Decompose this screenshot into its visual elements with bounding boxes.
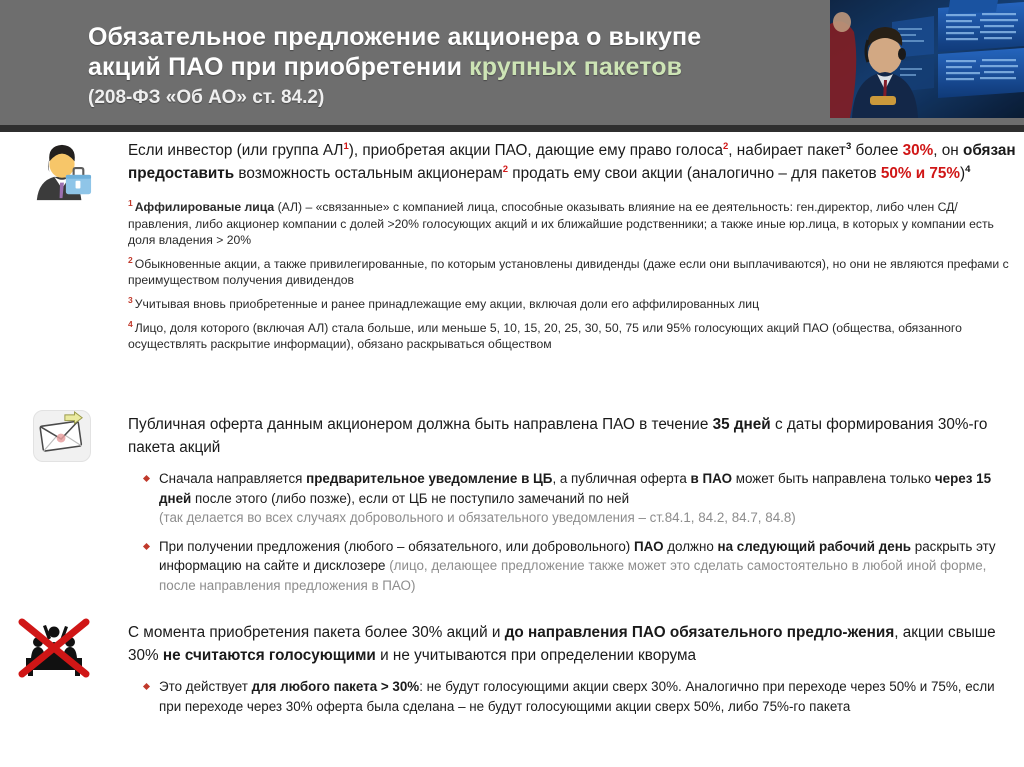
footnote-1-bold: Аффилированые лица bbox=[134, 200, 275, 214]
s1-bold-obligation: обязан предоставить bbox=[128, 142, 1016, 182]
trading-floor-photo bbox=[830, 0, 1024, 118]
s1-t5: , он bbox=[933, 142, 963, 159]
slide-subtitle: (208-ФЗ «Об АО» ст. 84.2) bbox=[88, 87, 325, 108]
slide-title-line-2 bbox=[88, 52, 808, 82]
bullet-prior-notice bbox=[142, 469, 1016, 528]
footnote-3-text: Учитывая вновь приобретенные и ранее принадлежащие ему акции, включая доли его аффилированных лиц bbox=[134, 296, 760, 311]
no-voting-crossed-icon bbox=[6, 614, 102, 685]
header-text-group bbox=[88, 22, 808, 110]
footnote-4-marker: 4 bbox=[128, 318, 133, 329]
s2b1-b3: через 15 дней bbox=[159, 471, 992, 506]
section2-body bbox=[128, 414, 1016, 596]
bullet-next-business-day-disclosure bbox=[142, 537, 1016, 596]
s1-t4: более bbox=[851, 142, 903, 159]
s1-sup5: 4 bbox=[965, 163, 971, 175]
footnote-2 bbox=[128, 256, 1016, 289]
s2b2-t2: должно bbox=[663, 538, 718, 554]
footnote-2-text: Обыкновенные акции, а также привилегированные, по которым установлены дивиденды (даже если они выплачиваются), но они не являются префами с преимуществом получения дивидендов bbox=[128, 256, 1009, 288]
section3-lead bbox=[128, 622, 1016, 667]
s2b1-t4: после этого (либо позже), если от ЦБ не поступило замечаний по ней bbox=[191, 490, 630, 506]
bullet-any-package-over-30 bbox=[142, 677, 1016, 716]
s1-sup2: 2 bbox=[722, 140, 729, 152]
s2b2-t3: раскрыть эту информацию на сайте и дисклозере bbox=[159, 538, 996, 574]
header-divider bbox=[0, 125, 1024, 132]
footnote-2-marker: 2 bbox=[128, 254, 133, 265]
section2-lead bbox=[128, 414, 1016, 459]
s3b1-t2: : не будут голосующими акции сверх 30%. Аналогично при переходе через 50% и 75%, если при переходе через 30% оферта была сделана – не будут голосующими акции сверх 50%, либо 75%-го пакета bbox=[159, 679, 995, 714]
section3-body bbox=[128, 622, 1016, 716]
footnote-1 bbox=[128, 199, 1016, 249]
s3b1-t1: Это действует bbox=[159, 679, 252, 694]
slide-content bbox=[0, 132, 1024, 767]
s3-t3: и не учитываются при определении кворума bbox=[375, 646, 697, 664]
slide-title-accent: крупных пакетов bbox=[469, 53, 683, 81]
slide-title-line-1: Обязательное предложение акционера о выкупе bbox=[88, 23, 702, 51]
section1-body bbox=[128, 140, 1016, 353]
footnote-4 bbox=[128, 320, 1016, 353]
s2b1-t2: , а публичная оферта bbox=[552, 471, 691, 486]
s3-t2: , акции свыше 30% bbox=[128, 624, 996, 664]
s1-sup1: 1 bbox=[343, 140, 349, 152]
s3-b2: не считаются голосующими bbox=[162, 646, 376, 664]
s1-t1: Если инвестор (или группа АЛ bbox=[128, 142, 344, 159]
s3-t1: С момента приобретения пакета более 30% акций и bbox=[128, 624, 505, 641]
s2-t1: Публичная оферта данным акционером должна быть направлена ПАО в течение bbox=[128, 416, 713, 433]
footnote-3-marker: 3 bbox=[128, 294, 133, 305]
s2b2-t1: При получении предложения (любого – обязательного, или добровольного) bbox=[159, 538, 634, 554]
s2-bold-35-days: 35 дней bbox=[712, 416, 771, 433]
section1-lead bbox=[128, 140, 1016, 185]
s1-t8: ) bbox=[959, 164, 966, 182]
s2b1-b1: предварительное уведомление в ЦБ bbox=[306, 471, 553, 486]
s3-b1: до направления ПАО обязательного предло-жения bbox=[504, 624, 895, 641]
s2-t2: с даты формирования 30%-го пакета акций bbox=[128, 416, 988, 456]
s1-sup4: 2 bbox=[502, 163, 509, 175]
section3-bullets bbox=[128, 677, 1016, 716]
section1-footnotes bbox=[128, 199, 1016, 353]
s2b1-muted: (так делается во всех случаях добровольного и обязательного уведомления – ст.84.1, 84.2, 84.7, 84.8) bbox=[159, 510, 796, 526]
footnote-1-text: (АЛ) – «связанные» с компанией лица, способные оказывать влияние на ее деятельность: ген.директор, либо член СД/правления, либо акционер компании с долей >20% голосующих акций и их ближайшие родственники; а также иные юр.лица, в которых у компании есть доля владения > 20% bbox=[128, 200, 994, 248]
s2b1-b2: в ПАО bbox=[690, 471, 733, 486]
s2b2-b1: ПАО bbox=[633, 538, 664, 554]
envelope-send-icon bbox=[14, 410, 110, 466]
footnote-3 bbox=[128, 296, 1016, 313]
footnote-1-marker: 1 bbox=[128, 197, 133, 208]
businessman-briefcase-icon bbox=[14, 140, 110, 207]
s1-t3: , набирает пакет bbox=[728, 142, 846, 159]
s1-red-30: 30% bbox=[902, 142, 934, 159]
s1-red-50-75: 50% и 75% bbox=[880, 164, 960, 182]
slide-title-line-2-plain: акций ПАО при приобретении bbox=[88, 53, 470, 81]
s2b2-muted: (лицо, делающее предложение также может это сделать самостоятельно в любой иной форме, после направления предложения в ПАО) bbox=[159, 558, 987, 593]
s3b1-b1: для любого пакета > 30% bbox=[251, 679, 420, 694]
section2-bullets bbox=[128, 469, 1016, 596]
s2b1-t3: может быть направлена только bbox=[732, 471, 935, 486]
slide-header bbox=[0, 0, 1024, 125]
s1-sup3: 3 bbox=[845, 140, 852, 152]
s2b1-t1: Сначала направляется bbox=[159, 471, 307, 486]
s2b2-b2: на следующий рабочий день bbox=[717, 538, 912, 554]
s1-t7: продать ему свои акции (аналогично – для пакетов bbox=[508, 164, 881, 182]
s1-t6: возможность остальным акционерам bbox=[234, 164, 503, 182]
s1-t2: ), приобретая акции ПАО, дающие ему право голоса bbox=[348, 142, 723, 159]
footnote-4-text: Лицо, доля которого (включая АЛ) стала больше, или меньше 5, 10, 15, 20, 25, 30, 50, 75 или 95% голосующих акций ПАО (общества, обязанного осуществлять раскрытие информации), обязано раскрываться обществом bbox=[128, 320, 962, 352]
